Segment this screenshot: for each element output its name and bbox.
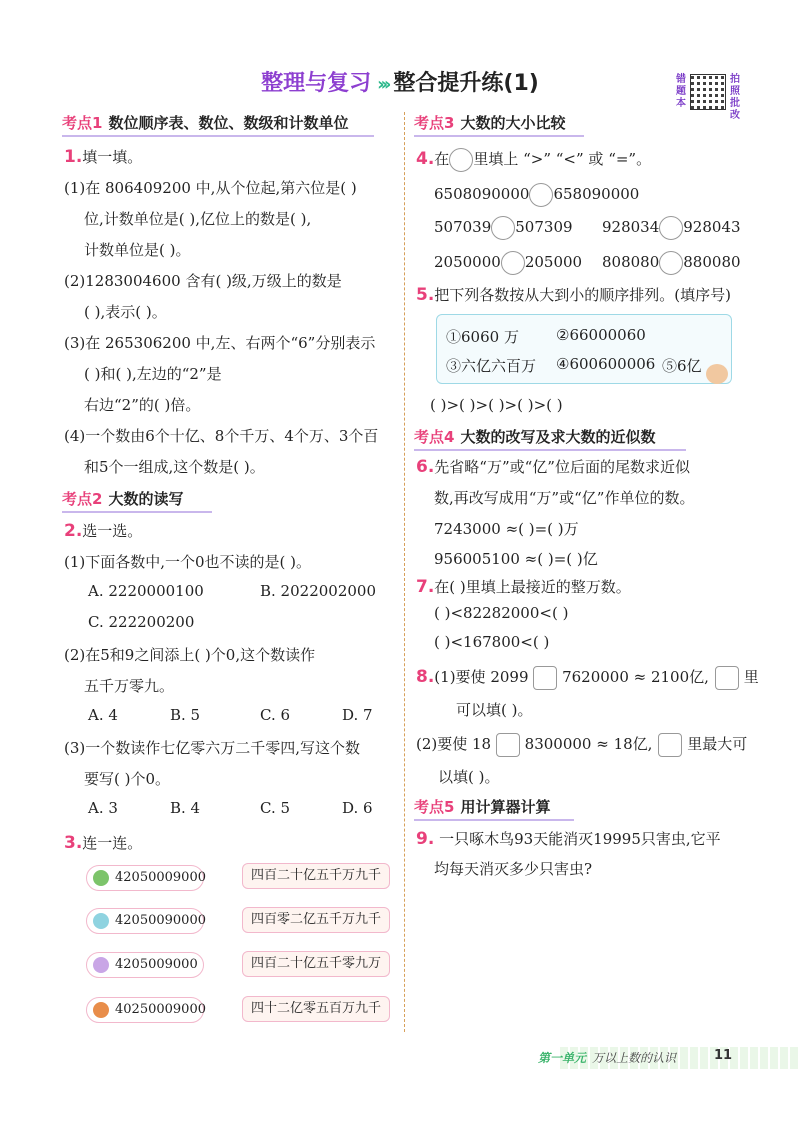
q1-line: (1)在 806409200 中,从个位起,第六位是( ) [64, 179, 357, 197]
number-item: ①6060 万 [446, 328, 519, 346]
qr-code-icon[interactable] [690, 74, 726, 110]
page-number: 11 [714, 1048, 733, 1063]
match-left-item[interactable] [86, 908, 204, 934]
question-number: 6. [416, 457, 435, 477]
match-left-item[interactable] [86, 865, 204, 891]
q5-title [416, 284, 731, 305]
match-value: 4205009000 [115, 957, 198, 972]
match-value: 40250009000 [115, 1002, 206, 1017]
blank-box[interactable] [533, 666, 557, 690]
section-head-4 [414, 426, 686, 451]
column-divider [404, 112, 405, 1032]
blank-circle[interactable] [529, 183, 553, 207]
compare-value: 880080 [683, 253, 741, 271]
q1-line: 位,计数单位是( ),亿位上的数是( ), [84, 210, 312, 228]
title-arrow: ››› [377, 74, 388, 95]
match-value: 42050090000 [115, 913, 206, 928]
q6-line [416, 456, 690, 477]
title-part1: 整理与复习 [261, 71, 372, 96]
q7-title [416, 576, 631, 597]
footer-unit-label: 第一单元 [538, 1051, 587, 1065]
section-head-2 [62, 488, 212, 513]
option[interactable]: B. 2022002000 [260, 582, 376, 600]
compare-row [434, 216, 573, 240]
compare-row [434, 251, 582, 275]
compare-value: 6508090000 [434, 185, 530, 203]
q2-part: 要写( )个0。 [84, 770, 171, 788]
number-item: ③六亿六百万 [446, 357, 537, 375]
question-text: 8300000 ≈ 18亿, [524, 735, 653, 753]
q3-title [64, 832, 142, 853]
compare-row [602, 216, 741, 240]
question-text: 里最大可 [687, 735, 748, 753]
q8-part1 [416, 666, 759, 690]
q1-line: ( ),表示( )。 [84, 303, 167, 321]
question-text: 一只啄木鸟93天能消灭19995只害虫,它平 [439, 830, 721, 848]
question-number: 5. [416, 285, 435, 305]
section-tag: 考点5 [414, 798, 455, 816]
question-text: 把下列各数按从大到小的顺序排列。(填序号) [434, 286, 732, 304]
number-item: ②66000060 [556, 326, 646, 344]
compare-value: 928043 [683, 218, 741, 236]
compare-value: 2050000 [434, 253, 501, 271]
q8-line: 可以填( )。 [456, 701, 533, 719]
section-text: 用计算器计算 [460, 798, 551, 816]
match-right-item[interactable]: 四百二十亿五千万九千 [242, 863, 390, 889]
section-tag: 考点3 [414, 114, 455, 132]
q2-part: (2)在5和9之间添上( )个0,这个数读作 [64, 646, 316, 664]
match-left-item[interactable] [86, 997, 204, 1023]
compare-value: 928034 [602, 218, 660, 236]
section-head-3 [414, 112, 584, 137]
footer-unit-name: 万以上数的认识 [592, 1051, 677, 1065]
question-number: 2. [64, 521, 83, 541]
title-part2: 整合提升练(1) [393, 71, 539, 96]
q7-line: ( )<82282000<( ) [434, 604, 569, 622]
compare-value: 808080 [602, 253, 660, 271]
q1-line: 和5个一组成,这个数是( )。 [84, 458, 265, 476]
question-number: 3. [64, 833, 83, 853]
q2-title [64, 520, 142, 541]
footer-unit [538, 1049, 676, 1066]
q1-title [64, 146, 142, 167]
number-item: ④600600006 [556, 355, 656, 373]
compare-row [434, 183, 639, 207]
question-text: 选一选。 [82, 522, 143, 540]
section-text: 大数的读写 [108, 490, 184, 508]
section-tag: 考点2 [62, 490, 103, 508]
q8-part2 [416, 733, 747, 757]
question-text: 连一连。 [82, 834, 143, 852]
q1-line: 计数单位是( )。 [84, 241, 191, 259]
q2-part: (3)一个数读作七亿零六万二千零四,写这个数 [64, 739, 361, 757]
question-number: 4. [416, 149, 435, 169]
compare-row [602, 251, 741, 275]
q7-line: ( )<167800<( ) [434, 633, 550, 651]
option[interactable]: B. 5 [170, 706, 201, 724]
section-head-5 [414, 796, 574, 821]
q1-line: (2)1283004600 含有( )级,万级上的数是 [64, 272, 342, 290]
planet-icon [93, 913, 109, 929]
blank-box[interactable] [658, 733, 682, 757]
question-text: 里 [743, 668, 759, 686]
section-head-1 [62, 112, 374, 137]
hedgehog-icon [706, 364, 728, 384]
question-text: 在( )里填上最接近的整万数。 [434, 578, 631, 596]
blank-box[interactable] [496, 733, 520, 757]
blank-circle[interactable] [449, 148, 473, 172]
q6-line: 7243000 ≈( )=( )万 [434, 520, 579, 538]
blank-circle[interactable] [491, 216, 515, 240]
q2-part: (1)下面各数中,一个0也不读的是( )。 [64, 553, 312, 571]
question-number: 8. [416, 667, 435, 687]
question-number: 9. [416, 829, 435, 849]
question-text: 7620000 ≈ 2100亿, [562, 668, 709, 686]
cube-icon [93, 870, 109, 886]
order-answer[interactable]: ( )>( )>( )>( )>( ) [430, 396, 563, 414]
match-right-item[interactable]: 四十二亿零五百万九千 [242, 996, 390, 1022]
q4-title [416, 148, 651, 172]
section-text: 大数的改写及求大数的近似数 [460, 428, 656, 446]
section-text: 数位顺序表、数位、数级和计数单位 [108, 114, 349, 132]
q1-line: 右边“2”的( )倍。 [84, 396, 201, 414]
question-text: 在 [434, 150, 450, 168]
option[interactable]: D. 7 [342, 706, 373, 724]
q9-line [416, 828, 721, 849]
blank-circle[interactable] [659, 251, 683, 275]
section-text: 大数的大小比较 [460, 114, 566, 132]
section-tag: 考点4 [414, 428, 455, 446]
q1-line: (3)在 265306200 中,左、右两个“6”分别表示 [64, 334, 376, 352]
q8-line: 以填( )。 [438, 768, 500, 786]
compare-value: 507039 [434, 218, 492, 236]
option[interactable]: B. 4 [170, 799, 201, 817]
qr-left-label: 错题本 [676, 74, 686, 109]
q6-line: 数,再改写成用“万”或“亿”作单位的数。 [434, 489, 695, 507]
compare-value: 205000 [524, 253, 583, 271]
basketball-icon [93, 1002, 109, 1018]
question-number: 7. [416, 577, 435, 597]
option[interactable]: C. 222200200 [88, 613, 195, 631]
match-right-item[interactable]: 四百零二亿五千万九千 [242, 907, 390, 933]
q6-line: 956005100 ≈( )=( )亿 [434, 550, 598, 568]
q1-line: ( )和( ),左边的“2”是 [84, 365, 222, 383]
option[interactable]: A. 4 [88, 706, 118, 724]
compare-value: 658090000 [553, 185, 640, 203]
q1-line: (4)一个数由6个十亿、8个千万、4个万、3个百 [64, 427, 379, 445]
match-left-item[interactable] [86, 952, 204, 978]
question-number: 1. [64, 147, 83, 167]
option[interactable]: C. 6 [260, 706, 291, 724]
option[interactable]: C. 5 [260, 799, 291, 817]
section-tag: 考点1 [62, 114, 103, 132]
blank-circle[interactable] [659, 216, 683, 240]
compare-value: 507309 [515, 218, 573, 236]
q9-line: 均每天消灭多少只害虫? [434, 860, 593, 878]
match-value: 42050009000 [115, 870, 206, 885]
blank-circle[interactable] [501, 251, 525, 275]
number-item: ⑤6亿 [662, 357, 702, 375]
blank-box[interactable] [715, 666, 739, 690]
question-text: (1)要使 2099 [434, 668, 529, 686]
question-text: 填一填。 [82, 148, 143, 166]
question-text: 先省略“万”或“亿”位后面的尾数求近似 [434, 458, 690, 476]
flask-icon [93, 957, 109, 973]
q2-part: 五千万零九。 [84, 677, 175, 695]
match-right-item[interactable]: 四百二十亿五千零九万 [242, 951, 390, 977]
option[interactable]: D. 6 [342, 799, 373, 817]
option[interactable]: A. 2220000100 [88, 582, 204, 600]
question-text: 里填上 “>” “<” 或 “=”。 [473, 150, 652, 168]
option[interactable]: A. 3 [88, 799, 118, 817]
qr-right-label: 拍照批改 [730, 74, 740, 121]
question-text: (2)要使 18 [416, 735, 492, 753]
